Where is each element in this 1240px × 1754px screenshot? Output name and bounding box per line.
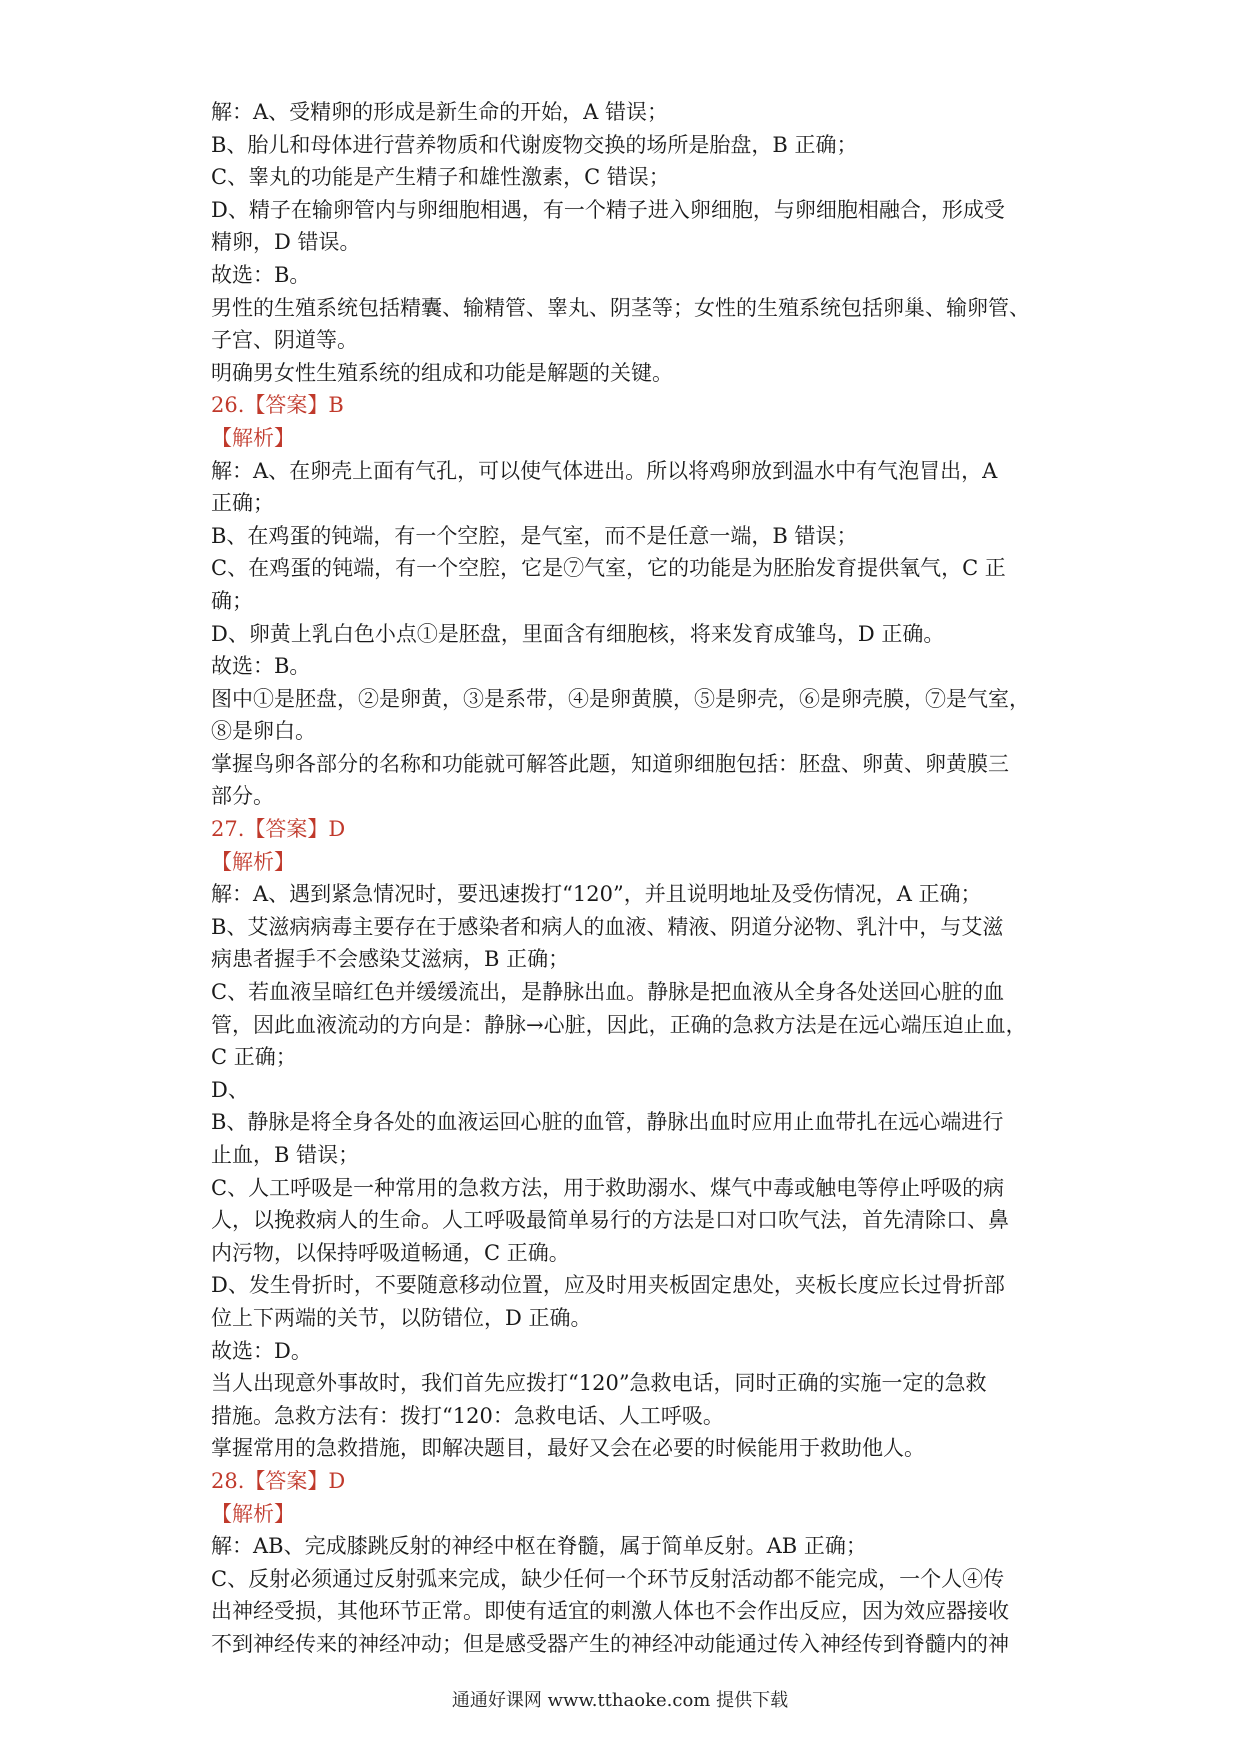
analysis-heading: 【解析】: [211, 849, 295, 874]
text-line: 不到神经传来的神经冲动；但是感受器产生的神经冲动能通过传入神经传到脊髓内的神: [211, 1631, 1009, 1656]
page-footer: 通通好课网 www.tthaoke.com 提供下载: [451, 1690, 789, 1711]
text-line: D、: [211, 1077, 249, 1102]
answer-heading: 26.【答案】B: [211, 393, 344, 418]
text-line: C、反射必须通过反射弧来完成，缺少任何一个环节反射活动都不能完成，一个人④传: [211, 1566, 1005, 1591]
text-line: B、在鸡蛋的钝端，有一个空腔，是气室，而不是任意一端，B 错误；: [211, 523, 858, 548]
text-line: C、睾丸的功能是产生精子和雄性激素，C 错误；: [211, 165, 670, 190]
text-line: 掌握常用的急救措施，即解决题目，最好又会在必要的时候能用于救助他人。: [211, 1436, 925, 1461]
text-line: B、胎儿和母体进行营养物质和代谢废物交换的场所是胎盘，B 正确；: [211, 132, 858, 157]
text-line: B、静脉是将全身各处的血液运回心脏的血管，静脉出血时应用止血带扎在远心端进行: [211, 1110, 1004, 1135]
answer-heading: 28.【答案】D: [211, 1468, 346, 1493]
text-line: 掌握鸟卵各部分的名称和功能就可解答此题，知道卵细胞包括：胚盘、卵黄、卵黄膜三: [211, 751, 1009, 776]
text-line: D、卵黄上乳白色小点①是胚盘，里面含有细胞核，将来发育成雏鸟，D 正确。: [211, 621, 945, 646]
text-line: 明确男女性生殖系统的组成和功能是解题的关键。: [211, 360, 673, 385]
text-line: 部分。: [211, 784, 274, 809]
text-line: 故选：B。: [211, 654, 311, 679]
text-line: C、若血液呈暗红色并缓缓流出，是静脉出血。静脉是把血液从全身各处送回心脏的血: [211, 980, 1005, 1005]
text-line: 管，因此血液流动的方向是：静脉→心脏，因此，正确的急救方法是在远心端压迫止血，: [211, 1012, 1027, 1037]
text-line: 确；: [211, 588, 253, 613]
text-line: 图中①是胚盘，②是卵黄，③是系带，④是卵黄膜，⑤是卵壳，⑥是卵壳膜，⑦是气室，: [211, 686, 1030, 711]
text-line: D、发生骨折时，不要随意移动位置，应及时用夹板固定患处，夹板长度应长过骨折部: [211, 1273, 1005, 1298]
text-line: 故选：B。: [211, 262, 311, 287]
text-line: 止血，B 错误；: [211, 1143, 360, 1167]
text-line: 子宫、阴道等。: [211, 328, 358, 353]
text-line: C 正确；: [211, 1045, 297, 1070]
text-line: 解：A、遇到紧急情况时，要迅速拨打“120”，并且说明地址及受伤情况，A 正确；: [211, 882, 982, 907]
text-line: 解：A、在卵壳上面有气孔，可以使气体进出。所以将鸡卵放到温水中有气泡冒出，A: [211, 458, 998, 483]
text-line: ⑧是卵白。: [211, 719, 316, 744]
text-line: 精卵，D 错误。: [211, 230, 361, 255]
text-line: 内污物，以保持呼吸道畅通，C 正确。: [211, 1240, 570, 1265]
analysis-heading: 【解析】: [211, 425, 295, 450]
text-line: 男性的生殖系统包括精囊、输精管、睾丸、阴茎等；女性的生殖系统包括卵巢、输卵管、: [211, 295, 1030, 320]
text-line: 故选：D。: [211, 1338, 312, 1363]
text-line: C、在鸡蛋的钝端，有一个空腔，它是⑦气室，它的功能是为胚胎发育提供氧气，C 正: [211, 556, 1006, 581]
text-line: 出神经受损，其他环节正常。即使有适宜的刺激人体也不会作出反应，因为效应器接收: [211, 1599, 1009, 1624]
answer-heading: 27.【答案】D: [211, 817, 346, 842]
text-line: 解：A、受精卵的形成是新生命的开始，A 错误；: [211, 100, 669, 124]
text-line: B、艾滋病病毒主要存在于感染者和病人的血液、精液、阴道分泌物、乳汁中，与艾滋: [211, 914, 1004, 939]
text-line: 正确；: [211, 491, 274, 516]
text-line: D、精子在输卵管内与卵细胞相遇，有一个精子进入卵细胞，与卵细胞相融合，形成受: [211, 197, 1005, 222]
text-line: 解：AB、完成膝跳反射的神经中枢在脊髓，属于简单反射。AB 正确；: [211, 1534, 867, 1559]
text-line: 位上下两端的关节，以防错位，D 正确。: [211, 1305, 592, 1330]
text-line: 措施。急救方法有：拨打“120：急救电话、人工呼吸。: [211, 1403, 724, 1428]
text-line: 当人出现意外事故时，我们首先应拨打“120”急救电话，同时正确的实施一定的急救: [211, 1371, 987, 1396]
analysis-heading: 【解析】: [211, 1501, 295, 1526]
document-body: [211, 96, 1041, 1661]
text-line: C、人工呼吸是一种常用的急救方法，用于救助溺水、煤气中毒或触电等停止呼吸的病: [211, 1175, 1005, 1200]
text-line: 人，以挽救病人的生命。人工呼吸最简单易行的方法是口对口吹气法，首先清除口、鼻: [211, 1208, 1009, 1233]
text-line: 病患者握手不会感染艾滋病，B 正确；: [211, 947, 570, 972]
